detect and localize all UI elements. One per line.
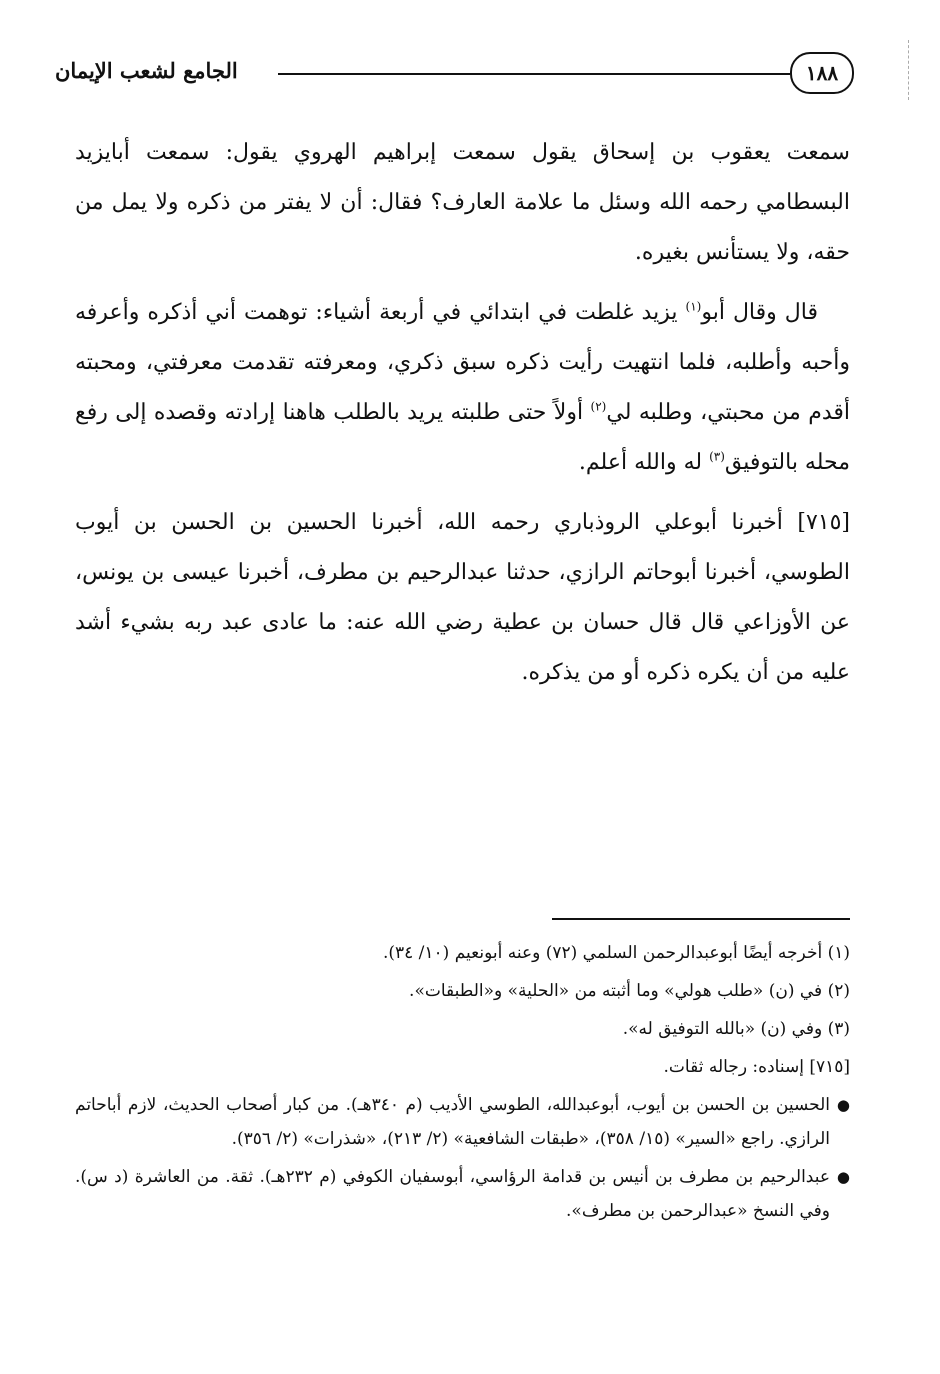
paragraph-2-part-2: يزيد غلطت في ابتدائي في أربعة أشياء: توهمت أني أذكره وأعرفه وأحبه وأطلبه، فلما انتهيت رأيت ذكره سبق ذكري، ومعرفته تقدمت معرفتي، ومحبته أقدم من محبتي، وطلبه لي	[75, 300, 850, 425]
narrator-text: عبدالرحيم بن مطرف بن أنيس بن قدامة الرؤاسي، أبوسفيان الكوفي (م ٢٣٢هـ). ثقة. من العاشرة (د س). وفي النسخ «عبدالرحمن بن مطرف».	[75, 1167, 831, 1221]
bullet-icon: ●	[836, 1096, 850, 1114]
footnote-separator	[552, 918, 850, 920]
narrator-text: الحسين بن الحسن بن أيوب، أبوعبدالله، الطوسي الأديب (م ٣٤٠هـ). من كبار أصحاب الحديث، لازم أباحاتم الرازي. راجع «السير» (١٥/ ٣٥٨)، «طبقات الشافعية» (٢/ ٢١٣)، «شذرات» (٢/ ٣٥٦).	[75, 1095, 830, 1149]
header-rule	[278, 73, 790, 75]
margin-mark	[908, 40, 909, 100]
paragraph-2-part-3: أولاً حتى طلبته يريد بالطلب هاهنا إرادته وقصده إلى رفع محله بالتوفيق	[75, 400, 850, 475]
paragraph-2-part-4: له والله أعلم.	[578, 450, 710, 475]
footnote-3: (٣) وفي (ن) «بالله التوفيق له».	[622, 1019, 850, 1039]
paragraph-2-part-1: قال وقال أبو	[701, 300, 818, 325]
paragraph-1: سمعت يعقوب بن إسحاق يقول سمعت إبراهيم الهروي يقول: سمعت أبايزيد البسطامي رحمه الله وسئل ما علامة العارف؟ فقال: أن لا يفتر من ذكره ولا يمل من حقه، ولا يستأنس بغيره.	[75, 140, 850, 265]
narrator-item	[75, 1160, 850, 1228]
footnotes	[75, 936, 850, 1232]
main-text	[75, 128, 850, 708]
running-head-title: الجامع لشعب الإيمان	[55, 58, 238, 83]
footnote-2: (٢) في (ن) «طلب هولي» وما أثبته من «الحلية» و«الطبقات».	[409, 981, 850, 1001]
footnote-ref-2: (٢)	[590, 399, 607, 414]
footnote-ref-3: (٣)	[709, 449, 725, 464]
narrator-item	[75, 1088, 850, 1156]
footnote-ref-1: (١)	[685, 299, 702, 314]
footnote-1: (١) أخرجه أيضًا أبوعبدالرحمن السلمي (٧٢) وعنه أبونعيم (١٠/ ٣٤).	[382, 943, 850, 963]
bullet-icon: ●	[836, 1168, 850, 1186]
paragraph-2	[75, 288, 850, 488]
footnote-isnad: [٧١٥] إسناده: رجاله ثقات.	[663, 1057, 850, 1077]
narrator-list	[75, 1088, 850, 1228]
page-number: ١٨٨	[790, 52, 854, 94]
paragraph-3: [٧١٥] أخبرنا أبوعلي الروذباري رحمه الله، أخبرنا الحسين بن الحسن بن أيوب الطوسي، أخبرنا أبوحاتم الرازي، حدثنا عبدالرحيم بن مطرف، أخبرنا عيسى بن يونس، عن الأوزاعي قال قال حسان بن عطية رضي الله عنه: ما عادى عبد ربه بشيء أشد عليه من أن يكره ذكره أو من يذكره.	[75, 510, 850, 685]
